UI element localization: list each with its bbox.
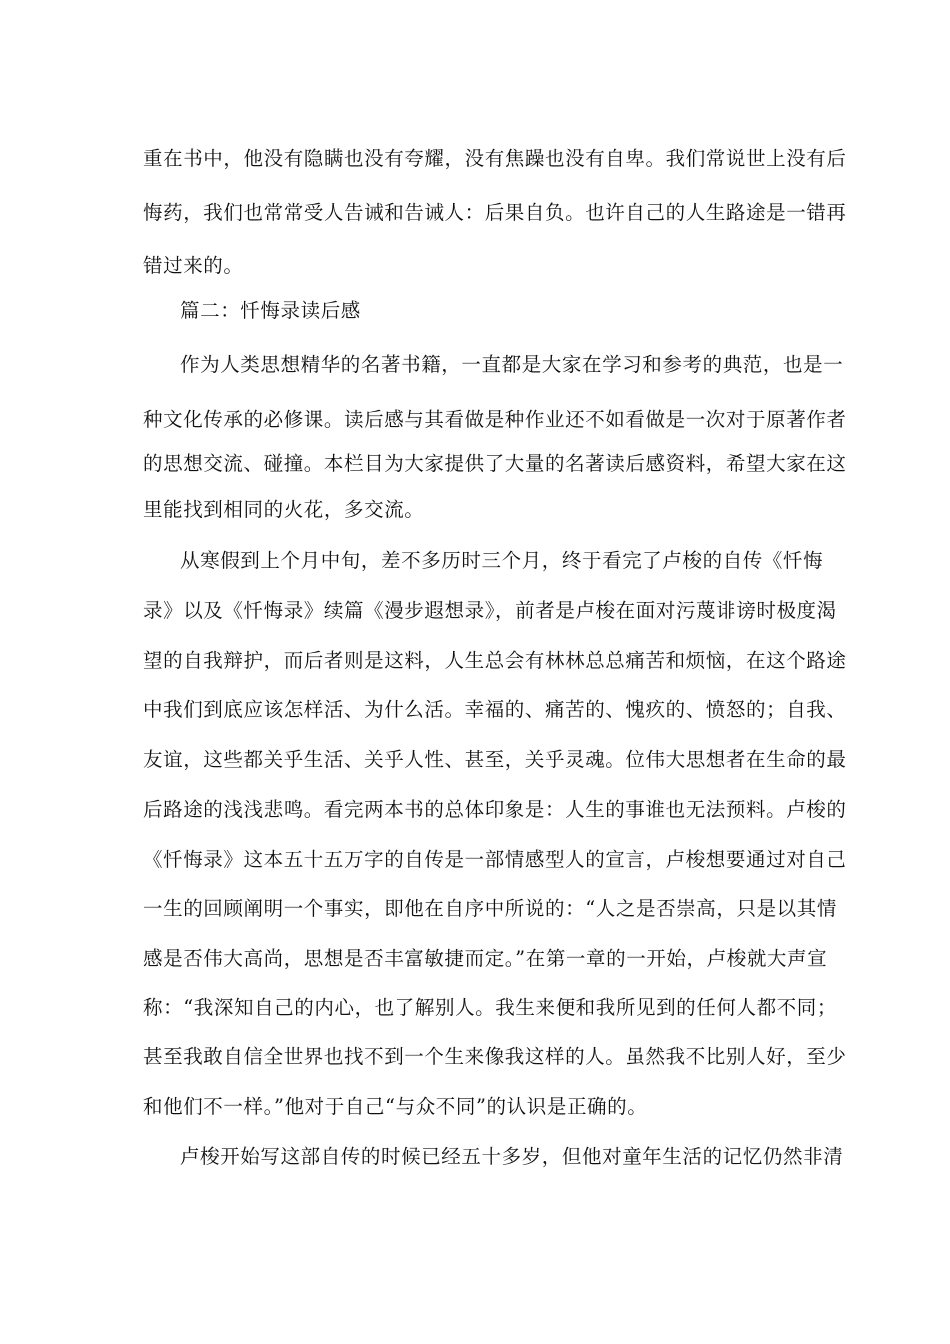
text-line: 录》以及《忏悔录》续篇《漫步遐想录》，前者是卢梭在面对污蔑诽谤时极度渴: [143, 599, 837, 622]
text-line: 卢梭开始写这部自传的时候已经五十多岁，但他对童年生活的记忆仍然非清: [180, 1145, 844, 1168]
text-line: 友谊，这些都关乎生活、关乎人性、甚至，关乎灵魂。位伟大思想者在生命的最: [143, 748, 847, 771]
text-line: 称：“我深知自己的内心，也了解别人。我生来便和我所见到的任何人都不同；: [143, 996, 837, 1019]
text-line: 的思想交流、碰撞。本栏目为大家提供了大量的名著读后感资料，希望大家在这: [143, 452, 847, 475]
text-line: 重在书中，他没有隐瞒也没有夸耀，没有焦躁也没有自卑。我们常说世上没有后: [143, 147, 847, 170]
text-line: 《忏悔录》这本五十五万字的自传是一部情感型人的宣言，卢梭想要通过对自己: [143, 848, 847, 871]
text-line: 中我们到底应该怎样活、为什么活。幸福的、痛苦的、愧疚的、愤怒的；自我、: [143, 698, 847, 721]
text-line: 一生的回顾阐明一个事实，即他在自序中所说的：“人之是否崇高，只是以其情: [143, 897, 837, 920]
text-line: 和他们不一样。”他对于自己“与众不同”的认识是正确的。: [143, 1095, 648, 1118]
text-line: 错过来的。: [143, 254, 244, 277]
section-heading: 篇二：忏悔录读后感: [180, 299, 361, 322]
text-line: 从寒假到上个月中旬，差不多历时三个月，终于看完了卢梭的自传《忏悔: [180, 549, 824, 572]
text-line: 作为人类思想精华的名著书籍，一直都是大家在学习和参考的典范，也是一: [180, 353, 844, 376]
text-line: 里能找到相同的火花，多交流。: [143, 498, 425, 521]
text-line: 悔药，我们也常常受人告诫和告诫人：后果自负。也许自己的人生路途是一错再: [143, 201, 847, 224]
text-line: 后路途的浅浅悲鸣。看完两本书的总体印象是：人生的事谁也无法预料。卢梭的: [143, 798, 847, 821]
text-line: 感是否伟大高尚，思想是否丰富敏捷而定。”在第一章的一开始，卢梭就大声宣: [143, 947, 828, 970]
text-line: 种文化传承的必修课。读后感与其看做是种作业还不如看做是一次对于原著作者: [143, 408, 847, 431]
text-line: 望的自我辩护，而后者则是这料，人生总会有林林总总痛苦和烦恼，在这个路途: [143, 649, 847, 672]
text-line: 甚至我敢自信全世界也找不到一个生来像我这样的人。虽然我不比别人好，至少: [143, 1045, 847, 1068]
